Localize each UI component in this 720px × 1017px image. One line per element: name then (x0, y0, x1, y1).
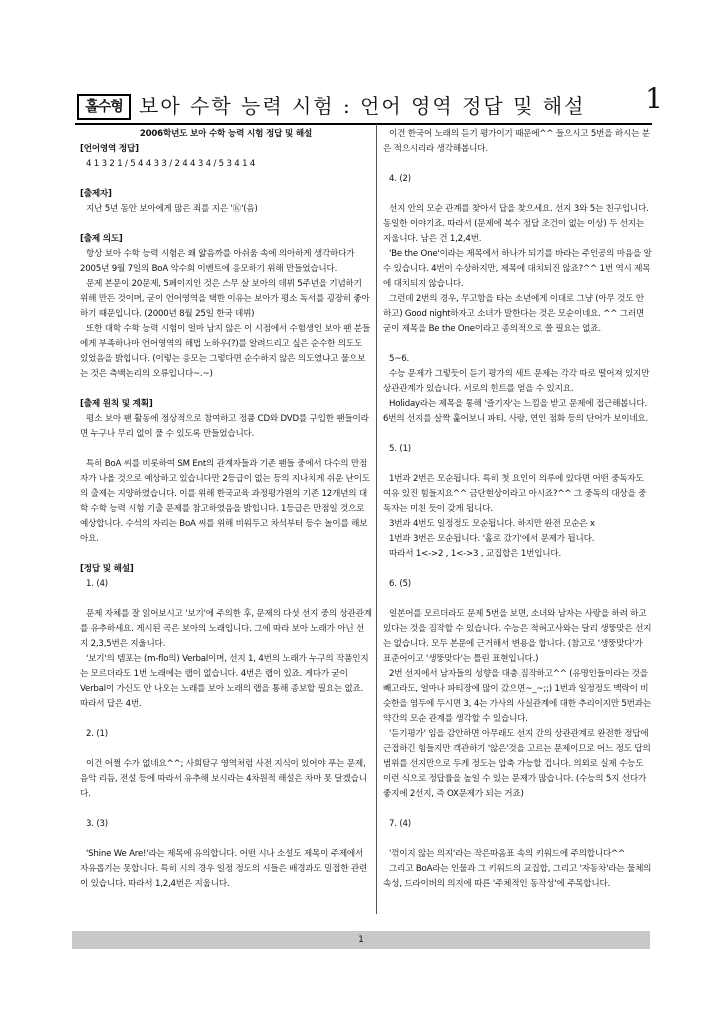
paragraph: 특히 BoA 씨를 비롯하여 SM Ent의 관계자들과 기존 팬들 중에서 다수의 만점자가 나올 것으로 예상하고 있습니다만 2등급이 없는 등의 지나치게 쉬운 난이도의 출제는 지양하였습니다. 이를 위해 한국교육 과정평가원의 기존 12개년의 대학 수학 능력 시험 기출 문제를 참고하였음을 밝힙니다. 1등급은 만점일 것으로 예상합니다. 수석의 자리는 BoA 씨를 위해 비워두고 차석부터 등수 놀이를 해보아요. (80, 459, 370, 544)
spacer (80, 442, 372, 457)
spacer (80, 172, 372, 187)
paragraph: 4. (2) (389, 174, 411, 184)
paragraph: 1. (4) (86, 579, 108, 589)
section-heading: [출제 의도] (80, 234, 123, 244)
page-title: 보아 수학 능력 시험 : 언어 영역 정답 및 해설 (139, 94, 586, 118)
paragraph: 1번과 2번은 모순됩니다. 특히 첫 요인이 의루에 있다면 어떤 중독자도 여유 있진 힘들지요^^ 금단현상이라고 아시죠?^^ 그 중독의 대상을 중독자는 미친 듯이 갖게 됩니다. (383, 474, 647, 514)
section-heading: [출제 원칙 및 계획] (80, 399, 153, 409)
paragraph: 1번과 3번은 모순됩니다. '홀로 갔기'에서 문제가 됩니다. (389, 534, 595, 544)
spacer (383, 832, 653, 847)
header-rule (75, 123, 652, 125)
paragraph: 3번과 4번도 일정정도 모순됩니다. 하지만 완전 모순은 x (389, 519, 595, 529)
spacer (383, 562, 653, 577)
exam-type-badge: 홀수형 (77, 94, 131, 120)
spacer (80, 592, 372, 607)
paragraph: 7. (4) (389, 819, 411, 829)
section-heading: [언어영역 정답] (80, 144, 139, 154)
paragraph: 3. (3) (86, 819, 108, 829)
section-heading: 2006학년도 보아 수학 능력 시험 정답 및 해설 (139, 129, 313, 139)
section-heading: [출제자] (80, 189, 112, 199)
paragraph: 문제 자체를 잘 읽어보시고 '보기'에 주의한 후, 문제의 다섯 선지 중의 상관관계를 유추하세요. 게시된 곡은 보아의 노래입니다. 그에 따라 보아 노래가 아닌 선지 2,3,5번은 지울니다. (80, 609, 372, 649)
spacer (80, 712, 372, 727)
paragraph: '보기'의 템포는 (m-flo의) Verbal이며, 선지 1, 4번의 노래가 누구의 작품인지는 모르더라도 1번 노래에는 랩이 없습니다. 4번은 랩이 있죠. 게다가 굳이 Verbal이 가신도 안 나오는 노래를 보아 노래의 랩을 통해 종보할 필요는 없죠. 따라서 답은 4번. (80, 654, 369, 709)
left-column (80, 127, 372, 892)
spacer (80, 802, 372, 817)
paragraph: 지난 5년 동안 보아에게 많은 죄를 지은 'Ⓚ'(음) (86, 204, 258, 214)
paragraph: '듣기평가' 임을 감안하면 아무래도 선지 간의 상관관계로 완전한 정답에 근접하긴 힘들지만 객관하기 '않은'것을 고르는 문제이므로 어느 정도 답의 범위를 선지만으로 두게 정도는 압축 가능할 겁니다. 의외로 실제 수능도 이런 식으로 정답률을 높일 수 있는 문제가 많습니다. (수능의 5지 선다가 좋지에 2선지, 즉 OX문제가 되는 거죠) (383, 729, 651, 799)
paragraph: 그런데 2번의 경우, 무고함을 타는 소년에게 이대로 그냥 (아무 것도 안 하고) Good night하자고 소녀가 말한다는 것은 모순이네요. ^^ 그러면 굳이 제목을 Be the One이라고 종의적으로 쓸 필요는 없죠. (383, 294, 645, 334)
spacer (80, 742, 372, 757)
paragraph: 4 1 3 2 1 / 5 4 4 3 3 / 2 4 4 3 4 / 5 3 4 1 4 (86, 159, 256, 169)
header-page-number: 1 (645, 82, 663, 115)
section-heading: [정답 및 해설] (80, 564, 134, 574)
spacer (80, 382, 372, 397)
paragraph: '꺾이지 않는 의지'라는 작은따옴표 속의 키워드에 주의합니다^^ (389, 849, 626, 859)
paragraph: 문제 본문이 20문제, 5페이지인 것은 스무 살 보아의 데뷔 5주년을 기념하기 위해 만든 것이며, 굳이 언어영역을 택한 이유는 보아가 평소 독서를 굉장히 좋아하기 때문입니다. (2000년 8월 25일 한국 데뷔) (80, 279, 370, 319)
right-column (383, 127, 653, 892)
paragraph: 수능 문제가 그렇듯이 듣기 평가의 세트 문제는 각각 따로 떨어져 있지만 상관관계가 있습니다. 서로의 힌트를 얻을 수 있지요. (383, 369, 650, 394)
paragraph: 따라서 1<->2 , 1<->3 , 교집합은 1번입니다. (389, 549, 562, 559)
paragraph: 6. (5) (389, 579, 411, 589)
paragraph: 5. (1) (389, 444, 411, 454)
spacer (80, 547, 372, 562)
paragraph: 그리고 BoA라는 인물과 그 키워드의 교집합, 그리고 '자동차'라는 물체의 속성, 드라이버의 의지에 따른 '주체적인 동작성'에 주목합니다. (383, 864, 652, 889)
paragraph: Holiday라는 제목을 통해 '즐기자'는 느낌을 받고 문제에 접근해봅니다. 6번의 선지를 살짝 훑어보니 파티, 사랑, 연인 점화 등의 단어가 보이네요. (383, 399, 649, 424)
paragraph: 'Be the One'이라는 제목에서 하나가 되기를 바라는 주인공의 마음을 알 수 있습니다. 4번이 수상하지만, 제목에 대치되진 않죠?^^ 1번 역시 제목에 대치되지 않습니다. (383, 249, 652, 289)
spacer (80, 217, 372, 232)
spacer (383, 457, 653, 472)
paragraph: 평소 보아 팬 활동에 정상적으로 참여하고 정품 CD와 DVD를 구입한 팬들이라면 누구나 무리 없이 풀 수 있도록 만들었습니다. (80, 414, 369, 439)
paragraph: 일본어를 모르더라도 문제 5번을 보면, 소녀와 남자는 사랑을 하려 하고 있다는 것을 짐작할 수 있습니다. 수능은 적혀고사와는 달리 생뚱맞은 선지는 없습니다. 모두 본문에 근거해서 변용을 합니다. (참고로 '생뚱맞다'가 표준어이고 '생뚱맞다'는 틀린 표현입니다.) (383, 609, 652, 664)
spacer (383, 157, 653, 172)
column-divider (376, 124, 377, 914)
paragraph: 'Shine We Are!'라는 제목에 유의합니다. 어떤 시나 소설도 제목이 주제에서 자유롭기는 못합니다. 특히 시의 경우 일정 정도의 시들은 배경과도 밀접한 관련이 있습니다. 따라서 1,2,4번은 지웁니다. (80, 849, 368, 889)
spacer (383, 802, 653, 817)
paragraph: 5~6. (389, 354, 410, 364)
spacer (383, 592, 653, 607)
footer-page-number: 1 (358, 935, 364, 945)
spacer (383, 187, 653, 202)
paragraph: 이건 한국어 노래의 듣기 평가이기 때문에^^ 들으시고 5번을 하시는 분은 적으시리라 생각해봅니다. (383, 129, 650, 154)
paragraph: 2번 선지에서 남자들의 성향을 대충 짐작하고^^ (유명인들이라는 것을 빼고라도, 얼마나 파티장에 많이 갔으면~_~;;) 1번과 일정정도 맥락이 비슷한을 염두에 두시면 3, 4는 가사의 사실관계에 대한 추리이지만 5번과는 약간의 모순 관계를 생각할 수 있습니다. (383, 669, 651, 724)
spacer (383, 337, 653, 352)
paragraph: 이건 어쩔 수가 없네요^^; 사회탐구 영역처럼 사전 지식이 있어야 푸는 문제,음악 리듬, 전설 등에 따라서 유추해 보시라는 4차원적 해설은 차마 못 달겠습니다. (80, 759, 367, 799)
paragraph: 선지 안의 모순 관계를 찾아서 답을 찾으세요. 선지 3와 5는 친구입니다. 동일한 이야기죠. 따라서 (문제에 복수 정답 조건이 없는 이상) 두 선지는 지웁니다. 남은 건 1,2,4번. (383, 204, 649, 244)
paragraph: 2. (1) (86, 729, 108, 739)
page-footer (72, 931, 650, 949)
spacer (80, 832, 372, 847)
paragraph: 항상 보아 수학 능력 시험은 왜 얇음까를 아쉬움 속에 의아하게 생각하다가 2005년 9월 7일의 BoA 악수회 이벤트에 응모하기 위해 만들었습니다. (80, 249, 355, 274)
page-header (75, 82, 663, 124)
paragraph: 또한 대학 수학 능력 시험이 얼마 남지 않은 이 시점에서 수험생인 보아 팬 분들에게 부족하나마 언어영역의 해법 노하우(?)를 알려드리고 싶은 순수한 의도도 있었음을 밝힙니다. (이렇는 응모는 그렇다면 순수하지 않은 의도였냐고 물으보는 것은 측백논리의 오류입니다~.~) (80, 324, 371, 379)
spacer (383, 427, 653, 442)
